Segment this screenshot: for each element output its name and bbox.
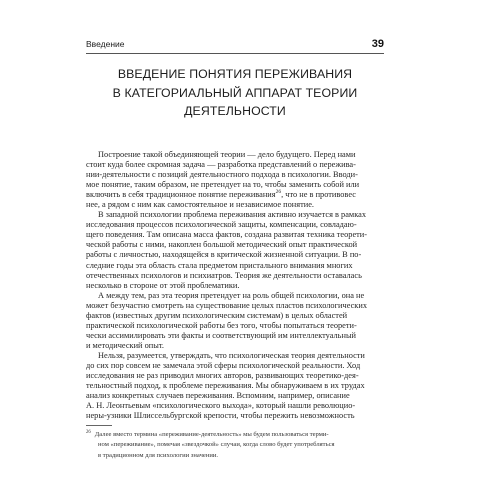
body-text [86,150,384,421]
running-head-section: Введение [86,39,125,49]
body-line: ческой работы с ними, накоплен большой методический опыт практической [86,240,358,250]
footnote-mark: 26 [86,429,91,435]
body-line: чески ассимилировать эти факты и соответствующий им интеллектуальный [86,330,357,340]
header-rule [86,53,384,54]
footnote-rule [86,425,112,426]
footnote-line [86,430,384,440]
body-line: анализ конкретных случаев переживания. Вспомним, например, описание [86,391,350,401]
running-head [86,39,384,57]
body-line: Нельзя, разумеется, утверждать, что психологическая теория деятельности [98,350,365,360]
body-line-text: включить в себя традиционное понятие переживания [86,190,276,200]
body-line-with-footnote-ref [86,190,384,200]
page-number: 39 [371,38,384,50]
footnote-reference[interactable]: 26 [275,189,282,196]
body-line: стоит куда более скромная задача — разработка представлений о пережива- [86,160,356,170]
footnote-text: Далее вместо термина «переживание-деятельность» мы будем пользоваться терми- [94,431,329,438]
body-line: Построение такой объединяющей теории — дело будущего. Перед нами [98,150,356,159]
body-line: до сих пор совсем не замечала этой сферы психологической реальности. Ход [86,360,361,370]
body-line: практической психологической работы без того, чтобы попытаться теорети- [86,320,357,330]
body-line: В западной психологии проблема переживания активно изучается в рамках [98,210,366,220]
footnote-line: ном «переживание», помечая «звездочкой» случаи, когда слово будет употребляться [98,441,335,449]
chapter-title-line-3: ДЕЯТЕЛЬНОСТИ [184,104,286,118]
body-line: тельностный подход, к проблеме переживания. Мы обнаруживаем в их трудах [86,381,365,391]
body-line: работы с личностью, находящейся в критической жизненной ситуации. В по- [86,250,362,260]
body-line: фактов (известных другим психологическим системам) в целых областей [86,310,348,320]
footnote-line: в традиционном для психологии значении. [98,451,219,459]
body-line: может безучастно смотреть на существование целых пластов психологических [86,300,367,310]
body-line: нии-деятельности с позиций деятельностного подхода в психологии. Вводи- [86,170,358,180]
chapter-title-line-1: ВВЕДЕНИЕ ПОНЯТИЯ ПЕРЕЖИВАНИЯ [117,67,353,81]
chapter-title-line-2: В КАТЕГОРИАЛЬНЫЙ АППАРАТ ТЕОРИИ [112,85,358,100]
body-line: исследования не раз приводил многих авторов, развивающих теоретико-дея- [86,371,359,381]
body-line: следние годы эта область стала предметом пристального внимания многих [86,260,353,270]
body-line: щего поведения. Там описана масса фактов, создана развитая техника теорети- [86,230,368,240]
body-line: нее, а рядом с ним как самостоятельное и независимое понятие. [86,200,315,210]
body-line: исследования процессов психологической защиты, компенсации, совладаю- [86,220,357,230]
body-line-tail: , что не в противовес [281,190,356,200]
body-line: и методический опыт. [86,340,164,350]
body-line: А между тем, раз эта теория претендует на роль общей психологии, она не [98,290,365,300]
body-line: отечественных психологов и психиатров. Теория же деятельности оставалась [86,270,362,280]
body-line: мое понятие, таким образом, не претендует на то, чтобы заменить собой или [86,180,360,190]
body-line: неры-узники Шлиссельбургской крепости, чтобы пережить невозможность [86,411,355,421]
body-line: несколько в стороне от этой проблематики. [86,280,240,290]
chapter-title [86,65,384,121]
footnote [86,430,384,461]
body-line: А. Н. Леонтьевым «психологического выхода», который нашли революцио- [86,401,356,411]
